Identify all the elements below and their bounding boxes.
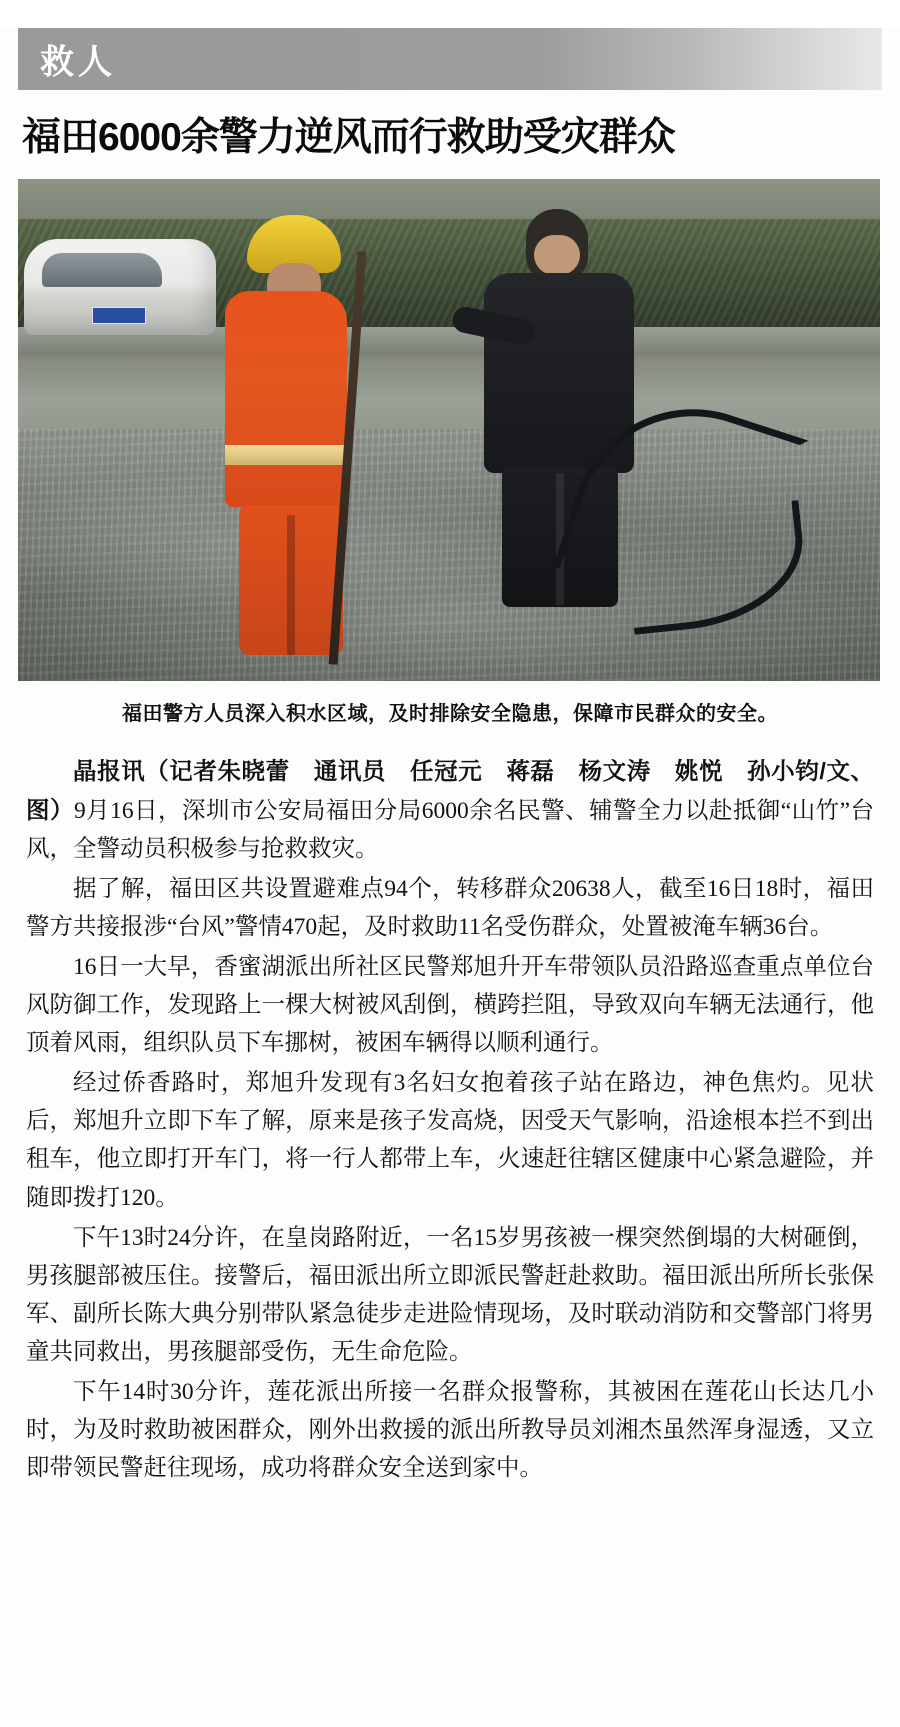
orange-trousers <box>239 505 343 655</box>
article-paragraph: 据了解，福田区共设置避难点94个，转移群众20638人，截至16日18时，福田警方共接报涉“台风”警情470起，及时救助11名受伤群众，处置被淹车辆36台。 <box>26 876 874 941</box>
article-paragraph: 下午14时30分许，莲花派出所接一名群众报警称，其被困在莲花山长达几小时，为及时救助被困群众，刚外出救援的派出所教导员刘湘杰虽然浑身湿透，又立即带领民警赶往现场，成功将群众安全送到家中。 <box>26 1378 874 1481</box>
article-body <box>26 752 874 1487</box>
orange-suited-worker <box>203 215 363 645</box>
article-paragraph-0: 9月16日，深圳市公安局福田分局6000余名民警、辅警全力以赴抵御“山竹”台风，全警动员积极参与抢救救灾。 <box>26 797 874 862</box>
section-label: 救人 <box>40 43 116 82</box>
byline-reporters: 朱晓蕾 通讯员 任冠元 蒋磊 杨文涛 姚悦 孙小钧/文、图） <box>26 757 875 823</box>
article-paragraph: 下午13时24分许，在皇岗路附近，一名15岁男孩被一棵突然倒塌的大树砸倒，男孩腿部被压住。接警后，福田派出所立即派民警赶赴救助。福田派出所所长张保军、副所长陈大典分别带队紧急徒步走进险情现场，及时联动消防和交警部门将男童共同救出，男孩腿部受伤，无生命危险。 <box>26 1224 874 1365</box>
officer-head <box>526 209 588 281</box>
newspaper-page <box>0 28 900 1727</box>
page-title: 福田6000余警力逆风而行救助受灾群众 <box>22 116 675 159</box>
photo-caption: 福田警方人员深入积水区域，及时排除安全隐患，保障市民群众的安全。 <box>122 702 778 725</box>
byline-prefix: 晶报讯（记者 <box>73 757 218 784</box>
orange-jacket <box>225 291 347 507</box>
flood-rescue-photo <box>18 179 880 681</box>
section-header-band <box>18 28 882 90</box>
article-paragraph: 经过侨香路时，郑旭升发现有3名妇女抱着孩子站在路边，神色焦灼。见状后，郑旭升立即下车了解，原来是孩子发高烧，因受天气影响，沿途根本拦不到出租车，他立即打开车门，将一行人都带上车，火速赶往辖区健康中心紧急避险，并随即拨打120。 <box>26 1070 874 1211</box>
car-plate <box>92 307 146 324</box>
article-paragraph: 16日一大早，香蜜湖派出所社区民警郑旭升开车带领队员沿路巡查重点单位台风防御工作，发现路上一棵大树被风刮倒，横跨拦阻，导致双向车辆无法通行，他顶着风雨，组织队员下车挪树，被困车辆得以顺利通行。 <box>26 954 874 1057</box>
article-byline-paragraph <box>26 752 874 868</box>
reflective-stripe <box>225 445 347 465</box>
